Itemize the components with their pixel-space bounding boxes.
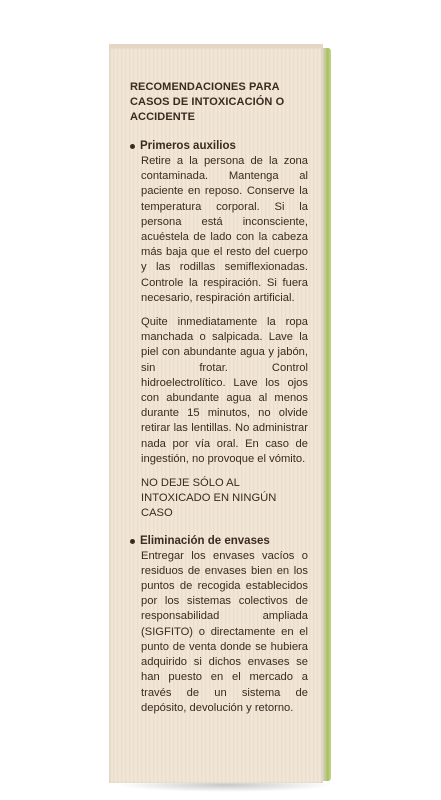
first-aid-paragraph-2: Quite inmediatamente la ropa manchada o salpicada. Lave la piel con abundante agua y jabón, sin frotar. Control hidroelectrolítico. Lave los ojos con abundante agua al menos durante 15 minutos, no olvide retirar las lentillas. No administrar nada por vía oral. En caso de ingestión, no provoque el vómito. <box>141 316 308 465</box>
bullet-icon <box>130 539 135 544</box>
label-heading: RECOMENDACIONES PARA CASOS DE INTOXICACIÓN O ACCIDENTE <box>130 81 285 123</box>
disposal-paragraph: Entregar los envases vacíos o residuos de envases bien en los puntos de recogida establecidos por los sistemas colectivos de responsabilidad ampliada (SIGFITO) o directamente en el punto de venta donde se hubiera adquirido si dichos envases se han puesto en el mercado a través de un sistema de depósito, devolución y retorno. <box>141 549 308 714</box>
first-aid-notice: NO DEJE SÓLO AL INTOXICADO EN NINGÚN CASO <box>141 477 277 520</box>
section-title-disposal <box>130 534 308 549</box>
label-text-block <box>130 80 308 716</box>
box-green-edge <box>323 48 331 781</box>
section-title-text: Primeros auxilios <box>140 140 236 152</box>
section-title-first-aid <box>130 139 308 154</box>
bullet-icon <box>130 144 135 149</box>
first-aid-paragraph-1: Retire a la persona de la zona contaminada. Mantenga al paciente en reposo. Conserve la temperatura corporal. Si la persona está inconsciente, acuéstela de lado con la cabeza más baja que el resto del cuerpo y las rodillas semiflexionadas. Controle la respiración. Si fuera necesario, respiración artificial. <box>141 155 308 304</box>
section-title-text: Eliminación de envases <box>140 534 270 547</box>
